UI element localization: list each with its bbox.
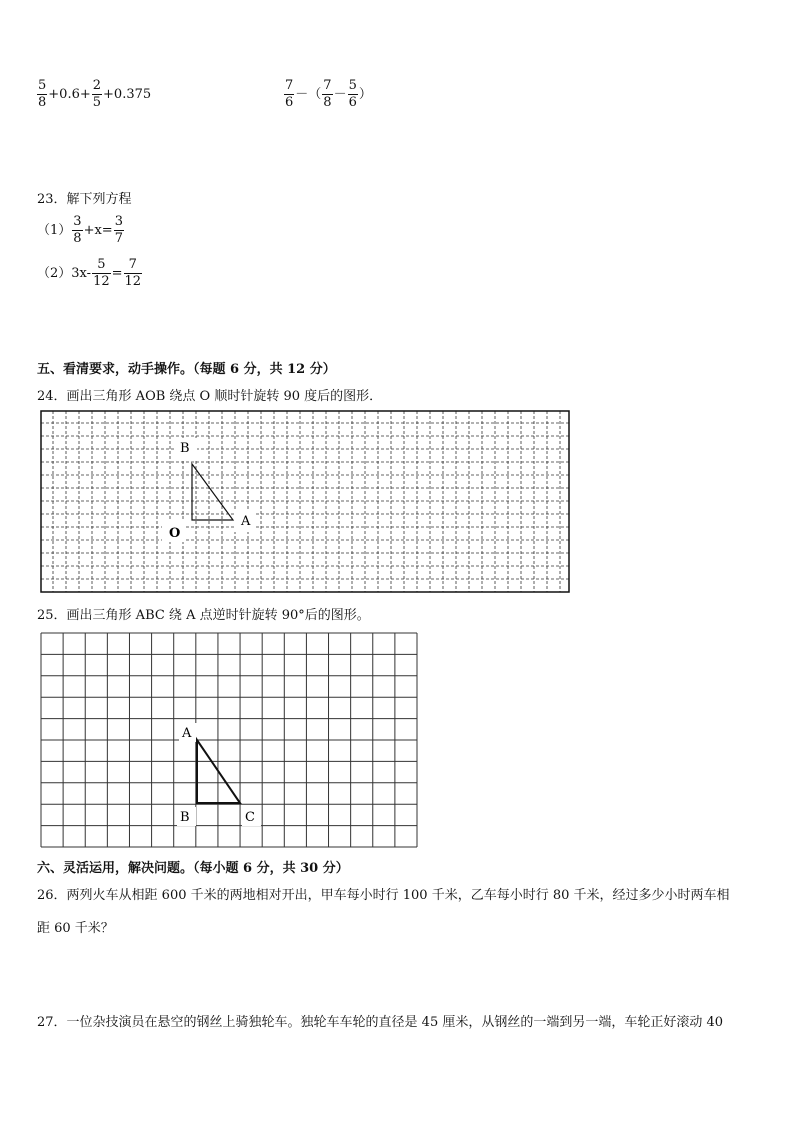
label-c: C bbox=[245, 810, 255, 825]
fraction: $\frac{7}{6}$ bbox=[285, 78, 294, 110]
section-5-heading: 五、看清要求，动手操作。（每题 6 分，共 12 分） bbox=[37, 362, 336, 377]
label-a: A bbox=[182, 726, 192, 741]
triangle-aob bbox=[192, 464, 233, 520]
solid-grid-25 bbox=[40, 632, 420, 850]
dashed-grid-24 bbox=[40, 410, 570, 593]
equation-2: （2） 3x- $\frac{5}{12}$ = $\frac{7}{12}$ bbox=[37, 257, 142, 289]
section-6-heading: 六、灵活运用，解决问题。（每小题 6 分，共 30 分） bbox=[37, 861, 349, 876]
fraction: $\frac{7}{8}$ bbox=[323, 78, 332, 110]
grid-lines bbox=[41, 411, 569, 592]
fraction: $\frac{5}{12}$ bbox=[93, 257, 110, 289]
label-b: B bbox=[180, 810, 190, 825]
fraction: $\frac{7}{12}$ bbox=[124, 257, 142, 289]
grid-lines bbox=[41, 633, 417, 847]
expression-1: $\frac{5}{8}$ +0.6+ $\frac{2}{5}$ +0.375 bbox=[38, 78, 152, 110]
question-26-line-2: 距 60 千米？ bbox=[37, 921, 114, 936]
label-o: O bbox=[169, 526, 181, 541]
equation-1: （1） $\frac{3}{8}$ +x= $\frac{3}{7}$ bbox=[37, 214, 123, 246]
fraction: $\frac{5}{8}$ bbox=[38, 78, 47, 110]
fraction: $\frac{3}{8}$ bbox=[73, 214, 82, 246]
question-27-line-1: 27．一位杂技演员在悬空的钢丝上骑独轮车。独轮车车轮的直径是 45 厘米，从钢丝的一端到另一端，车轮正好滚动 40 bbox=[37, 1015, 724, 1030]
question-25-text: 25．画出三角形 ABC 绕 A 点逆时针旋转 90°后的图形。 bbox=[37, 608, 370, 623]
label-b: B bbox=[180, 441, 190, 456]
fraction: $\frac{5}{6}$ bbox=[348, 78, 357, 110]
question-23-title: 23．解下列方程 bbox=[37, 192, 132, 207]
grid-border bbox=[41, 411, 569, 592]
question-24-text: 24．画出三角形 AOB 绕点 O 顺时针旋转 90 度后的图形． bbox=[37, 389, 383, 404]
label-a: A bbox=[241, 514, 251, 529]
expression-2: $\frac{7}{6}$ －（ $\frac{7}{8}$ － $\frac{5}{6}$ ） bbox=[285, 78, 372, 110]
fraction: $\frac{3}{7}$ bbox=[114, 214, 123, 246]
fraction: $\frac{2}{5}$ bbox=[92, 78, 102, 110]
question-26-line-1: 26．两列火车从相距 600 千米的两地相对开出，甲车每小时行 100 千米，乙车每小时行 80 千米，经过多少小时两车相 bbox=[37, 888, 730, 903]
triangle-abc bbox=[197, 740, 240, 803]
